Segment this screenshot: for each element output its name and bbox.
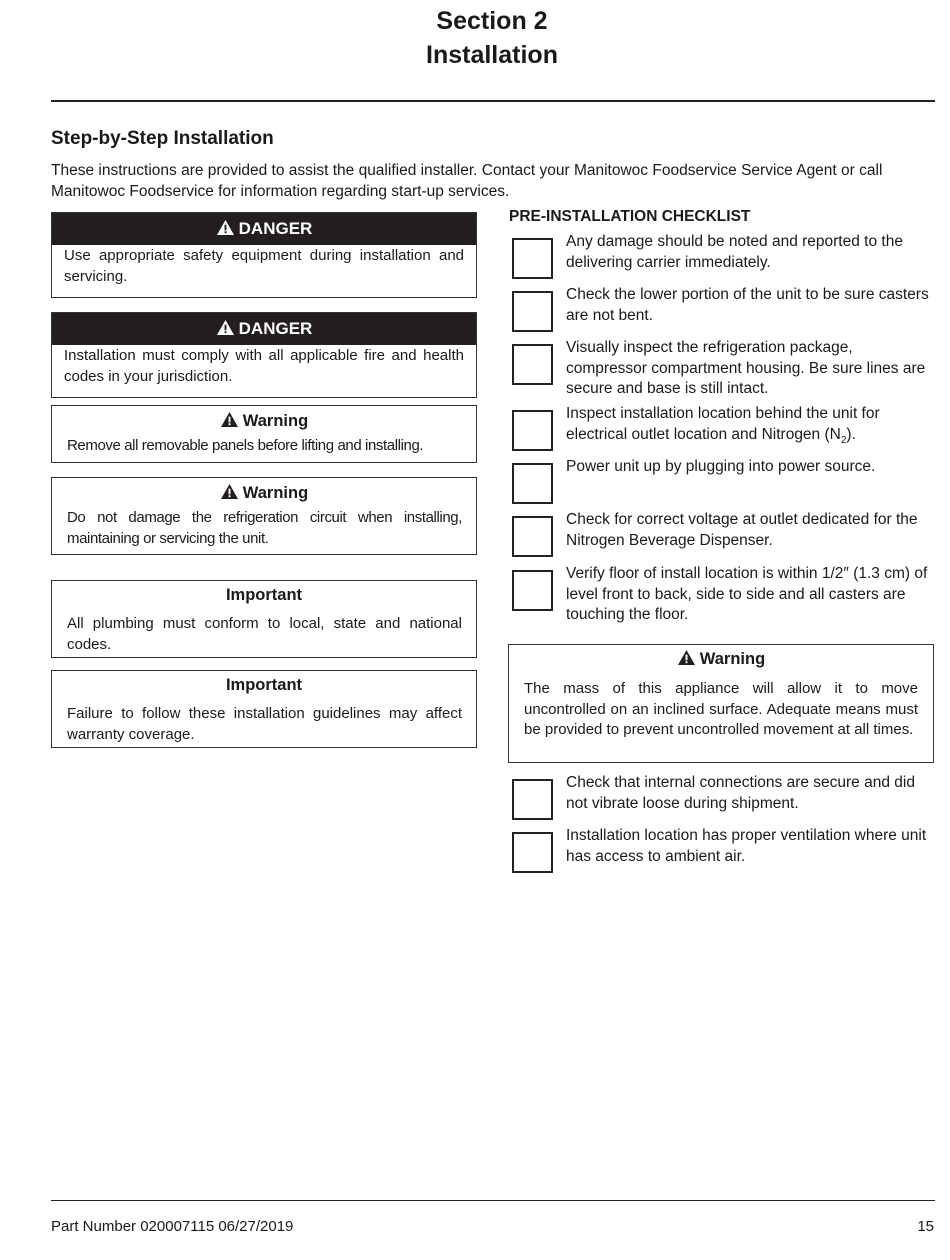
important-text: All plumbing must conform to local, state and national codes. — [67, 615, 462, 653]
checklist-item-text: Visually inspect the refrigeration package, compressor compartment housing. Be sure lines are secure and base is still intact. — [566, 339, 926, 397]
section-title — [0, 4, 950, 72]
section-number: Section 2 — [436, 7, 548, 35]
warning-notice-refrigeration — [51, 477, 477, 555]
warning-triangle-icon — [216, 219, 235, 236]
checklist-title: PRE-INSTALLATION CHECKLIST — [509, 208, 751, 225]
warning-notice-mass — [508, 644, 934, 763]
checkbox[interactable] — [512, 463, 553, 504]
important-label: Important — [225, 676, 303, 694]
warning-label: Warning — [699, 650, 766, 668]
checklist-item-text-main: Inspect installation location behind the unit for electrical outlet location and Nitrogen (N — [566, 405, 880, 443]
checklist-item-text: Any damage should be noted and reported to the delivering carrier immediately. — [566, 233, 903, 271]
checklist-item-text — [566, 404, 934, 451]
warning-label: Warning — [242, 412, 309, 430]
checkbox[interactable] — [512, 238, 553, 279]
part-number: Part Number 020007115 06/27/2019 — [51, 1218, 294, 1235]
checkbox[interactable] — [512, 832, 553, 873]
checkbox[interactable] — [512, 779, 553, 820]
checkbox[interactable] — [512, 570, 553, 611]
important-notice-warranty — [51, 670, 477, 748]
warning-triangle-icon — [220, 483, 239, 500]
header-rule — [51, 100, 935, 102]
danger-text: Use appropriate safety equipment during installation and servicing. — [64, 247, 464, 285]
danger-label: DANGER — [238, 319, 313, 338]
danger-label: DANGER — [238, 219, 313, 238]
warning-header — [509, 645, 933, 679]
warning-header — [52, 478, 476, 506]
subsection-heading: Step-by-Step Installation — [51, 128, 274, 149]
page-title: Installation — [426, 41, 558, 69]
warning-text: The mass of this appliance will allow it to move uncontrolled on an inclined surface. Adequate means must be provided to prevent uncontrolled movement at all times. — [524, 680, 918, 738]
warning-triangle-icon — [677, 649, 696, 666]
checkbox[interactable] — [512, 344, 553, 385]
checkbox[interactable] — [512, 410, 553, 451]
checklist-item-text: Check for correct voltage at outlet dedicated for the Nitrogen Beverage Dispenser. — [566, 511, 918, 549]
warning-text: Do not damage the refrigeration circuit when installing, maintaining or servicing the unit. — [67, 509, 462, 547]
important-text: Failure to follow these installation guidelines may affect warranty coverage. — [67, 705, 462, 743]
checklist-item-text: Check the lower portion of the unit to be sure casters are not bent. — [566, 286, 929, 324]
intro-paragraph: These instructions are provided to assist the qualified installer. Contact your Manitowoc Foodservice Service Agent or call Manitowoc Foodservice for information regarding start-up services. — [51, 162, 883, 200]
checklist-item-text: Verify floor of install location is within 1/2″ (1.3 cm) of level front to back, side to side and all casters are touching the floor. — [566, 565, 928, 623]
warning-triangle-icon — [216, 319, 235, 336]
important-label: Important — [225, 586, 303, 604]
danger-notice-codes — [51, 312, 477, 398]
danger-header — [52, 313, 476, 345]
nitrogen-subscript: 2 — [840, 434, 847, 446]
checkbox[interactable] — [512, 516, 553, 557]
danger-notice-safety-equipment — [51, 212, 477, 298]
checkbox[interactable] — [512, 291, 553, 332]
checklist-item-text: Installation location has proper ventilation where unit has access to ambient air. — [566, 827, 927, 865]
danger-text: Installation must comply with all applicable fire and health codes in your jurisdiction. — [64, 347, 464, 385]
page-number: 15 — [917, 1218, 934, 1235]
warning-notice-panels — [51, 405, 477, 463]
warning-label: Warning — [242, 484, 309, 502]
checklist-item-text: Check that internal connections are secure and did not vibrate loose during shipment. — [566, 774, 915, 812]
footer-rule — [51, 1200, 935, 1201]
important-notice-plumbing — [51, 580, 477, 658]
danger-header — [52, 213, 476, 245]
warning-text: Remove all removable panels before lifting and installing. — [67, 437, 424, 454]
warning-triangle-icon — [220, 411, 239, 428]
checklist-item-text-suffix: ). — [846, 425, 856, 443]
warning-header — [52, 406, 476, 434]
checklist-item-text: Power unit up by plugging into power source. — [566, 458, 876, 475]
